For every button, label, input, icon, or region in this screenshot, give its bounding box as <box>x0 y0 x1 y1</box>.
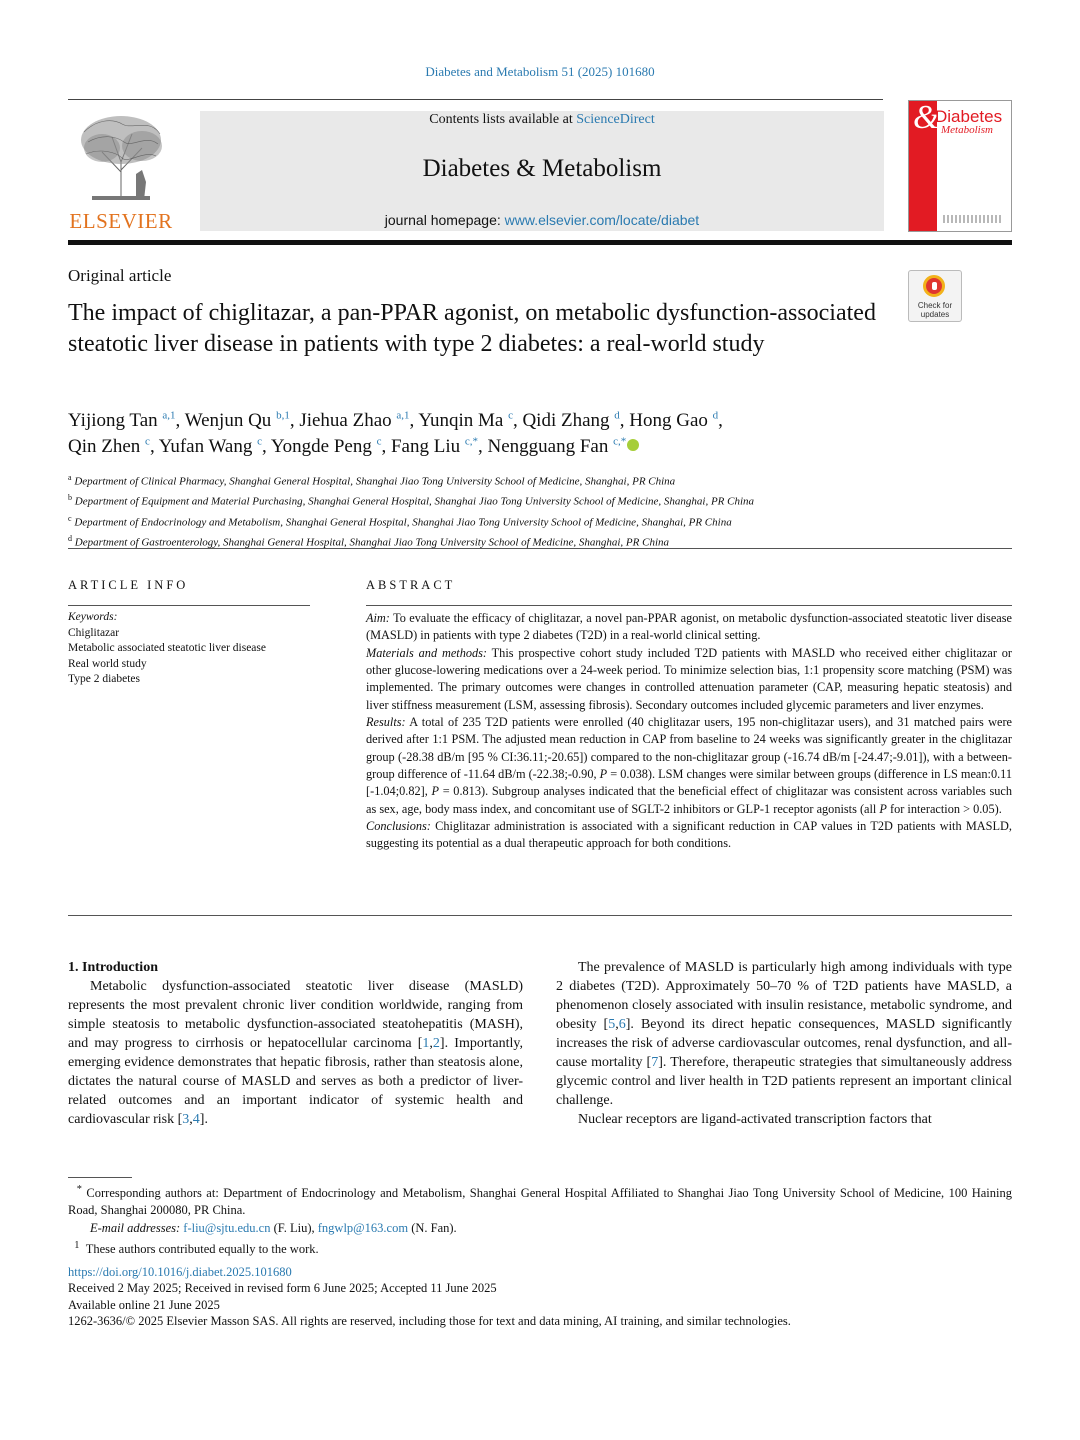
affiliation-marker: c <box>68 513 72 523</box>
body-paragraph: The prevalence of MASLD is particularly high among individuals with type 2 diabetes (T2D). Approximately 50–70 % of T2D patients have MASLD, a phenomenon closely associated with insulin resistance, metabolic syndrome, and obesity [5,6]. Beyond its direct hepatic consequences, MASLD significantly increases the risk of adverse cardiovascular outcomes, renal dysfunction, and all-cause mortality [7]. Therefore, therapeutic strategies that simultaneously address glycemic control and liver health in T2D patients represent an important clinical challenge. <box>556 960 1013 1108</box>
contents-prefix: Contents lists available at <box>429 112 577 127</box>
keyword-item: Type 2 diabetes <box>68 673 141 686</box>
citation-link[interactable]: 7 <box>651 1055 659 1070</box>
article-title: The impact of chiglitazar, a pan-PPAR agonist, on metabolic dysfunction-associated steatotic liver disease in patients with type 2 diabetes: a real-world study <box>68 300 876 357</box>
body-text: ]. Therefore, therapeutic strategies that simultaneously address glycemic control and liver health in T2D patients represent an important clinical challenge. <box>556 1055 1013 1108</box>
orcid-icon[interactable] <box>627 439 639 451</box>
keywords-label: Keywords: <box>68 611 118 623</box>
author-affiliation-marker[interactable]: a,1 <box>162 409 176 422</box>
author-name[interactable]: Wenjun Qu <box>184 410 272 431</box>
body-paragraph: Nuclear receptors are ligand-activated transcription factors that <box>578 1112 932 1127</box>
author-affiliation-marker[interactable]: c <box>145 435 150 448</box>
body-text: ]. Beyond its direct hepatic consequences, MASLD significantly increases the risk of adverse cardiovascular outcomes, renal dysfunction, and all-cause mortality [ <box>556 1017 1012 1070</box>
sciencedirect-link[interactable]: ScienceDirect <box>576 112 655 127</box>
email-owner: (F. Liu), <box>270 1220 318 1235</box>
cover-subtitle: Metabolism <box>941 124 993 136</box>
cover-title: Diabetes <box>935 107 1003 126</box>
header-thick-rule <box>68 240 1012 245</box>
p-symbol: P <box>879 801 887 816</box>
citation-link[interactable]: 1 <box>422 1036 430 1051</box>
article-info-heading: ARTICLE INFO <box>68 578 189 592</box>
check-updates-icon <box>923 275 945 297</box>
cover-decoration <box>943 215 1003 223</box>
affiliation-text: Department of Endocrinology and Metabolism, Shanghai General Hospital, Shanghai Jiao Tong University School of Medicine, Shanghai, PR China <box>71 516 732 529</box>
author-affiliation-marker[interactable]: c <box>376 435 382 448</box>
abstract-conclusions-text: Chiglitazar administration is associated with a significant reduction in CAP values in T2D patients with MASLD, suggesting its potential as a dual therapeutic approach for both conditions. <box>366 819 1012 851</box>
homepage-prefix: journal homepage: <box>384 212 505 228</box>
abstract-results-text: A total of 235 T2D patients were enrolled (40 chiglitazar users, 195 non-chiglitazar users), and 31 matched pairs were derived after 1:1 PSM. The adjusted mean reduction in CAP from baseline to 24 weeks was significantly greater in the chiglitazar group (-28.38 dB/m [95 % CI:36.11;-20.65]) compared to the non-chiglitazar group (-16.74 dB/m [-24.47;-9.01]), with a between-group difference of -11.64 dB/m (-22.38;-0.90, <box>366 715 1012 782</box>
abstract-results-label: Results: <box>366 715 406 730</box>
keyword-item: Real world study <box>68 657 147 670</box>
divider <box>68 605 310 606</box>
affiliation-marker: b <box>68 493 72 503</box>
affiliation-item <box>68 511 1012 531</box>
abstract-aim-text: To evaluate the efficacy of chiglitazar, a novel pan-PPAR agonist, on metabolic dysfunction-associated steatotic liver disease (MASLD) in patients with type 2 diabetes (T2D) in a real-world clinical setting. <box>366 611 1012 643</box>
abstract-heading: ABSTRACT <box>366 578 456 592</box>
cover-ampersand: & <box>913 100 940 136</box>
affiliation-item <box>68 490 1012 510</box>
abstract-methods-label: Materials and methods: <box>366 645 488 660</box>
publication-info <box>68 1264 1012 1330</box>
corresponding-text: Corresponding authors at: Department of Endocrinology and Metabolism, Shanghai General Hospital Affiliated to Shanghai Jiao Tong University School of Medicine, 100 Haining Road, Shanghai 200080, PR China. <box>68 1186 1012 1218</box>
affiliation-text: Department of Gastroenterology, Shanghai General Hospital, Shanghai Jiao Tong University School of Medicine, Shanghai, PR China <box>72 536 670 549</box>
journal-name: Diabetes & Metabolism <box>422 155 662 182</box>
keyword-item: Chiglitazar <box>68 626 120 639</box>
author-name[interactable]: Qidi Zhang <box>522 410 610 431</box>
email-note <box>68 1220 1012 1237</box>
equal-contribution-note <box>68 1237 1012 1258</box>
affiliation-item <box>68 470 1012 490</box>
divider <box>366 605 1012 606</box>
abstract-results-text: for interaction > 0.05). <box>886 801 1002 816</box>
author-affiliation-marker[interactable]: c <box>257 435 263 448</box>
article-type: Original article <box>68 266 172 285</box>
abstract-methods-text: This prospective cohort study included T2D patients with MASLD who received either chiglitazar or other glucose-lowering medications over a 24-week period. To minimize selection bias, 1:1 propensity score matching (PSM) was implemented. The primary outcomes were changes in controlled attenuation parameter (CAP, measuring hepatic steatosis) and liver stiffness measurement (LSM, assessing fibrosis). Secondary outcomes included glycemic parameters and liver enzymes. <box>366 645 1012 712</box>
author-name[interactable]: Yunqin Ma <box>418 410 504 431</box>
affiliation-marker: d <box>68 533 72 543</box>
citation-link[interactable]: 4 <box>192 1112 200 1127</box>
elsevier-wordmark: ELSEVIER <box>69 209 173 233</box>
abstract-results <box>366 714 1012 818</box>
email-link-liu[interactable]: f-liu@sjtu.edu.cn <box>183 1220 271 1235</box>
citation-link[interactable]: 5 <box>608 1017 616 1032</box>
abstract-aim-label: Aim: <box>366 611 390 625</box>
equal-marker: 1 <box>74 1240 80 1252</box>
abstract-conclusions-label: Conclusions: <box>366 819 431 834</box>
body-text: ]. <box>199 1112 208 1127</box>
abstract-aim <box>366 610 1012 645</box>
divider <box>68 915 1012 916</box>
footnotes <box>68 1181 1012 1259</box>
contents-available-line <box>200 111 884 129</box>
author-affiliation-marker[interactable]: d <box>614 409 620 422</box>
author-list: Yijiong Tan $^{a,1}$, Wenjun Qu $^{b,1}$, Jiehua Zhao $^{a,1}$, Yunqin Ma $^c$, Qidi Zhang $^d$, Hong Gao $^d$, Qin Zhen $^c$, Yufan Wang $^c$, Yongde Peng $^c$, Fang Liu $^{c,*}$, Nengguang Fan $^{c,*}$ <box>68 409 723 457</box>
divider <box>68 548 1012 549</box>
email-link-fan[interactable]: fngwlp@163.com <box>317 1220 409 1235</box>
p-symbol: P <box>431 784 440 799</box>
author-affiliation-marker[interactable]: c,* <box>613 435 627 448</box>
author-name[interactable]: Yufan Wang <box>158 436 253 457</box>
body-paragraph: Metabolic dysfunction-associated steatotic liver disease (MASLD) represents the most prevalent chronic liver condition worldwide, ranging from simple steatosis to metabolic dysfunction-associated steatohepatitis (MASH), and may progress to cirrhosis or hepatocellular carcinoma [1,2]. Importantly, emerging evidence demonstrates that hepatic fibrosis, rather than steatosis alone, dictates the natural course of MASLD and serves as both a predictor of liver-related outcomes and an important indicator of systemic health and cardiovascular risk [3,4]. <box>68 979 523 1127</box>
journal-cover-thumbnail[interactable] <box>908 100 1012 232</box>
section-heading-introduction: 1. Introduction <box>68 960 158 975</box>
author-affiliation-marker[interactable]: c <box>508 409 513 422</box>
body-text: ]. Importantly, emerging evidence demonstrates that hepatic fibrosis, rather than steatosis alone, dictates the natural course of MASLD and serves as both a predictor of liver-related outcomes and an important indicator of systemic health and cardiovascular risk [ <box>68 1036 523 1127</box>
check-updates-label: Check for updates <box>917 301 953 319</box>
doi-link[interactable]: https://doi.org/10.1016/j.diabet.2025.101680 <box>68 1265 292 1279</box>
available-online: Available online 21 June 2025 <box>68 1297 220 1312</box>
journal-reference-link[interactable]: Diabetes and Metabolism 51 (2025) 101680 <box>425 64 655 79</box>
header-top-rule <box>68 99 883 100</box>
citation-link[interactable]: 6 <box>618 1017 626 1032</box>
footnote-rule <box>68 1177 132 1178</box>
abstract-results-text: = 0.813). Subgroup analyses indicated that the beneficial effect of chiglitazar was consistent across variables such as sex, age, body mass index, and concomitant use of SGLT-2 inhibitors or GLP-1 receptor agonists (all <box>366 784 1012 816</box>
affiliation-text: Department of Clinical Pharmacy, Shanghai General Hospital, Shanghai Jiao Tong University School of Medicine, Shanghai, PR China <box>71 475 676 488</box>
affiliation-list <box>68 470 1012 551</box>
author-name[interactable]: Jiehua Zhao <box>299 410 392 431</box>
author-affiliation-marker[interactable]: c,* <box>464 435 478 448</box>
elsevier-logo[interactable] <box>68 112 174 234</box>
body-column-right <box>556 958 1012 1129</box>
citation-link[interactable]: 3 <box>182 1112 190 1127</box>
author-name[interactable]: Hong Gao <box>629 410 708 431</box>
author-affiliation-marker[interactable]: b,1 <box>276 409 290 422</box>
body-column-left <box>68 958 523 1129</box>
body-text: Metabolic dysfunction-associated steatotic liver disease (MASLD) represents the most prevalent chronic liver condition worldwide, ranging from simple steatosis to metabolic dysfunction-associated steatohepatitis (MASH), and may progress to cirrhosis or hepatocellular carcinoma [ <box>68 979 523 1051</box>
abstract-methods <box>366 645 1012 714</box>
journal-masthead <box>200 111 884 231</box>
affiliation-marker: a <box>68 473 72 482</box>
equal-text: These authors contributed equally to the work. <box>85 1242 319 1257</box>
keywords-block <box>68 610 318 688</box>
email-label: E-mail addresses: <box>90 1220 181 1235</box>
p-symbol: P <box>599 767 608 782</box>
received-dates: Received 2 May 2025; Received in revised form 6 June 2025; Accepted 11 June 2025 <box>68 1281 497 1296</box>
elsevier-tree-icon <box>72 112 170 204</box>
affiliation-text: Department of Equipment and Material Purchasing, Shanghai General Hospital, Shanghai Jiao Tong University School of Medicine, Shanghai, PR China <box>72 495 755 508</box>
author-name[interactable]: Fang Liu <box>390 436 461 457</box>
author-affiliation-marker[interactable]: a,1 <box>396 409 410 422</box>
abstract-body <box>366 610 1012 853</box>
journal-homepage-link[interactable]: www.elsevier.com/locate/diabet <box>504 212 700 228</box>
abstract-results-text: = 0.038). LSM changes were similar between groups (difference in LS mean:0.11 [-1.04;0.82], <box>366 767 1013 799</box>
check-for-updates-button[interactable] <box>908 270 962 322</box>
citation-link[interactable]: 2 <box>432 1036 440 1051</box>
author-name[interactable]: Qin Zhen <box>68 436 141 457</box>
email-owner: (N. Fan). <box>408 1220 457 1235</box>
corresponding-marker: * <box>76 1184 82 1195</box>
keyword-item: Metabolic associated steatotic liver disease <box>68 642 266 655</box>
author-name[interactable]: Yijiong Tan <box>68 410 158 431</box>
abstract-conclusions <box>366 818 1012 853</box>
body-text: The prevalence of MASLD is particularly high among individuals with type 2 diabetes (T2D). Approximately 50–70 % of T2D patients have MASLD, a phenomenon closely associated with insulin resistance, metabolic syndrome, and obesity [ <box>556 960 1012 1032</box>
copyright: 1262-3636/© 2025 Elsevier Masson SAS. All rights are reserved, including those for text and data mining, AI training, and similar technologies. <box>68 1314 791 1329</box>
author-affiliation-marker[interactable]: d <box>712 409 719 422</box>
author-name[interactable]: Yongde Peng <box>270 436 372 457</box>
author-name[interactable]: Nengguang Fan <box>487 436 609 457</box>
journal-homepage-line <box>200 212 884 228</box>
corresponding-author-note <box>68 1181 1012 1220</box>
